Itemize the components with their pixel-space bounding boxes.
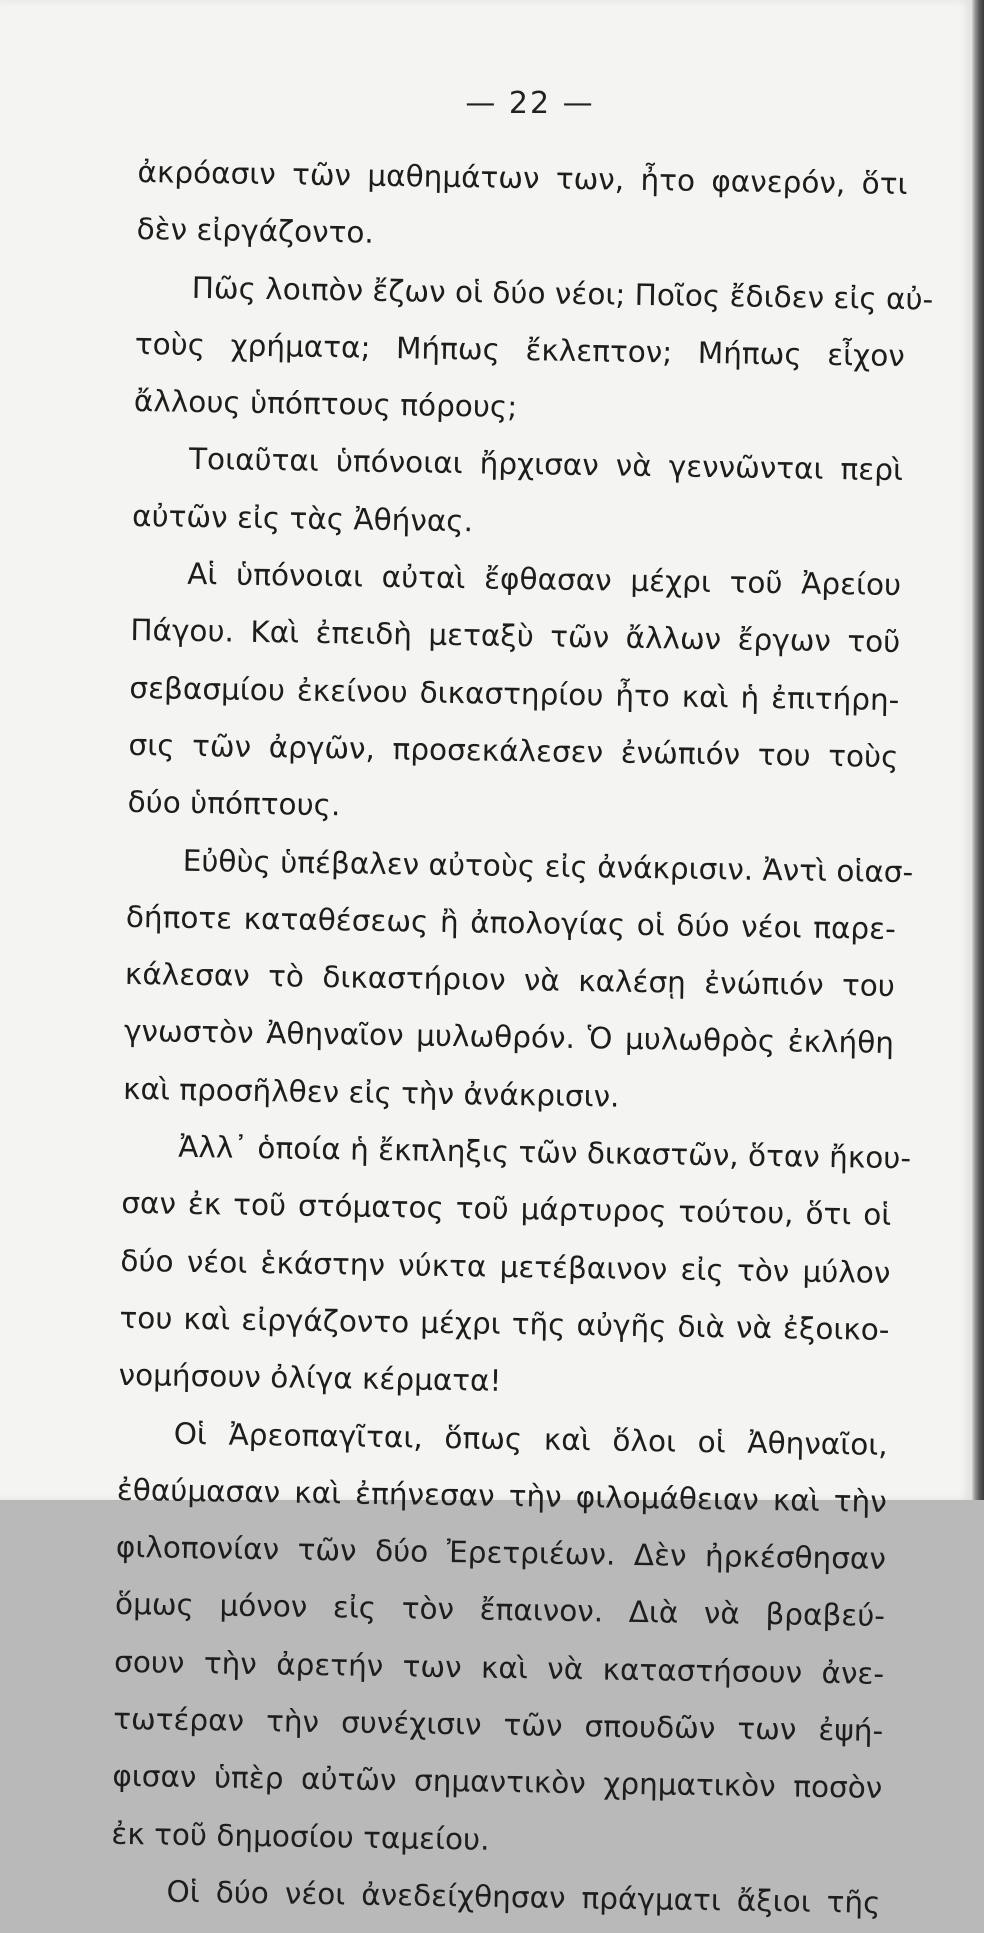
text-line: αὐτῶν εἰς τὰς Ἀθήνας. xyxy=(131,498,474,539)
text-line: Πῶς λοιπὸν ἔζων οἱ δύο νέοι; Ποῖος ἔδιδεν εἰς αὐ- xyxy=(191,270,934,317)
text-line: Τοιαῦται ὑπόνοιαι ἤρχισαν νὰ γεννῶνται περὶ xyxy=(188,442,904,488)
text-line: σαν ἐκ τοῦ στόματος τοῦ μάρτυρος τούτου, ὅτι οἱ xyxy=(121,1186,892,1233)
text-line: νομήσουν ὀλίγα κέρματα! xyxy=(118,1358,502,1399)
text-line: δύο ὑπόπτους. xyxy=(127,785,341,823)
text-line: φισαν ὑπὲρ αὐτῶν σημαντικὸν χρηματικὸν ποσὸν xyxy=(112,1759,883,1806)
text-line: ἀκρόασιν τῶν μαθημάτων των, ἦτο φανερόν, ὅτι xyxy=(137,154,908,202)
text-line: δήποτε καταθέσεως ἢ ἀπολογίας οἱ δύο νέοι παρε- xyxy=(125,899,897,946)
text-line: Πάγου. Καὶ ἐπειδὴ μεταξὺ τῶν ἄλλων ἔργων τοῦ xyxy=(130,613,901,660)
text-line: δὲν εἰργάζοντο. xyxy=(136,212,375,251)
text-line: Οἱ Ἀρεοπαγῖται, ὅπως καὶ ὅλοι οἱ Ἀθηναῖοι, xyxy=(173,1416,888,1462)
text-line: καὶ προσῆλθεν εἰς τὴν ἀνάκρισιν. xyxy=(122,1071,620,1114)
text-line: σουν τὴν ἀρετήν των καὶ νὰ καταστήσουν ἀνε- xyxy=(113,1644,885,1691)
text-line: ἐκ τοῦ δημοσίου ταμείου. xyxy=(111,1816,490,1857)
text-line: Εὐθὺς ὑπέβαλεν αὐτοὺς εἰς ἀνάκρισιν. Ἀντὶ οἱασ- xyxy=(182,843,914,889)
body-text xyxy=(110,144,934,1932)
text-line: δύο νέοι ἑκάστην νύκτα μετέβαινον εἰς τὸν μύλον xyxy=(120,1243,891,1290)
text-line: Οἱ δύο νέοι ἀνεδείχθησαν πράγματι ἄξιοι τῆς xyxy=(166,1874,881,1920)
text-line: Αἱ ὑπόνοιαι αὐταὶ ἔφθασαν μέχρι τοῦ Ἀρείου xyxy=(186,556,902,603)
text-line: του καὶ εἰργάζοντο μέχρι τῆς αὐγῆς διὰ νὰ ἐξοικο- xyxy=(119,1300,890,1347)
text-line: ὅμως μόνον εἰς τὸν ἔπαινον. Διὰ νὰ βραβεύ- xyxy=(114,1587,886,1634)
text-line: ἐθαύμασαν καὶ ἐπήνεσαν τὴν φιλομάθειαν καὶ τὴν xyxy=(116,1472,888,1519)
text-line: τοὺς χρήματα; Μήπως ἔκλεπτον; Μήπως εἶχον xyxy=(134,326,906,373)
text-line: σεβασμίου ἐκείνου δικαστηρίου ἦτο καὶ ἡ ἐπιτήρη- xyxy=(129,670,900,717)
text-line: γνωστὸν Ἀθηναῖον μυλωθρόν. Ὁ μυλωθρὸς ἐκλήθη xyxy=(123,1014,895,1061)
text-line: φιλοπονίαν τῶν δύο Ἐρετριέων. Δὲν ἠρκέσθησαν xyxy=(115,1529,887,1577)
page-number: — 22 — xyxy=(465,86,595,121)
text-line: κάλεσαν τὸ δικαστήριον νὰ καλέσῃ ἐνώπιόν του xyxy=(124,957,896,1004)
text-line: ἄλλους ὑπόπτους πόρους; xyxy=(133,384,518,425)
text-line: σις τῶν ἀργῶν, προσεκάλεσεν ἐνώπιόν του τοὺς xyxy=(128,727,899,774)
text-line: Ἀλλ᾿ ὁποία ἡ ἔκπληξις τῶν δικαστῶν, ὅταν ἤκου- xyxy=(177,1129,912,1176)
page-edge-shadow xyxy=(972,0,984,1500)
text-line: τωτέραν τὴν συνέχισιν τῶν σπουδῶν των ἐψή- xyxy=(112,1701,884,1748)
